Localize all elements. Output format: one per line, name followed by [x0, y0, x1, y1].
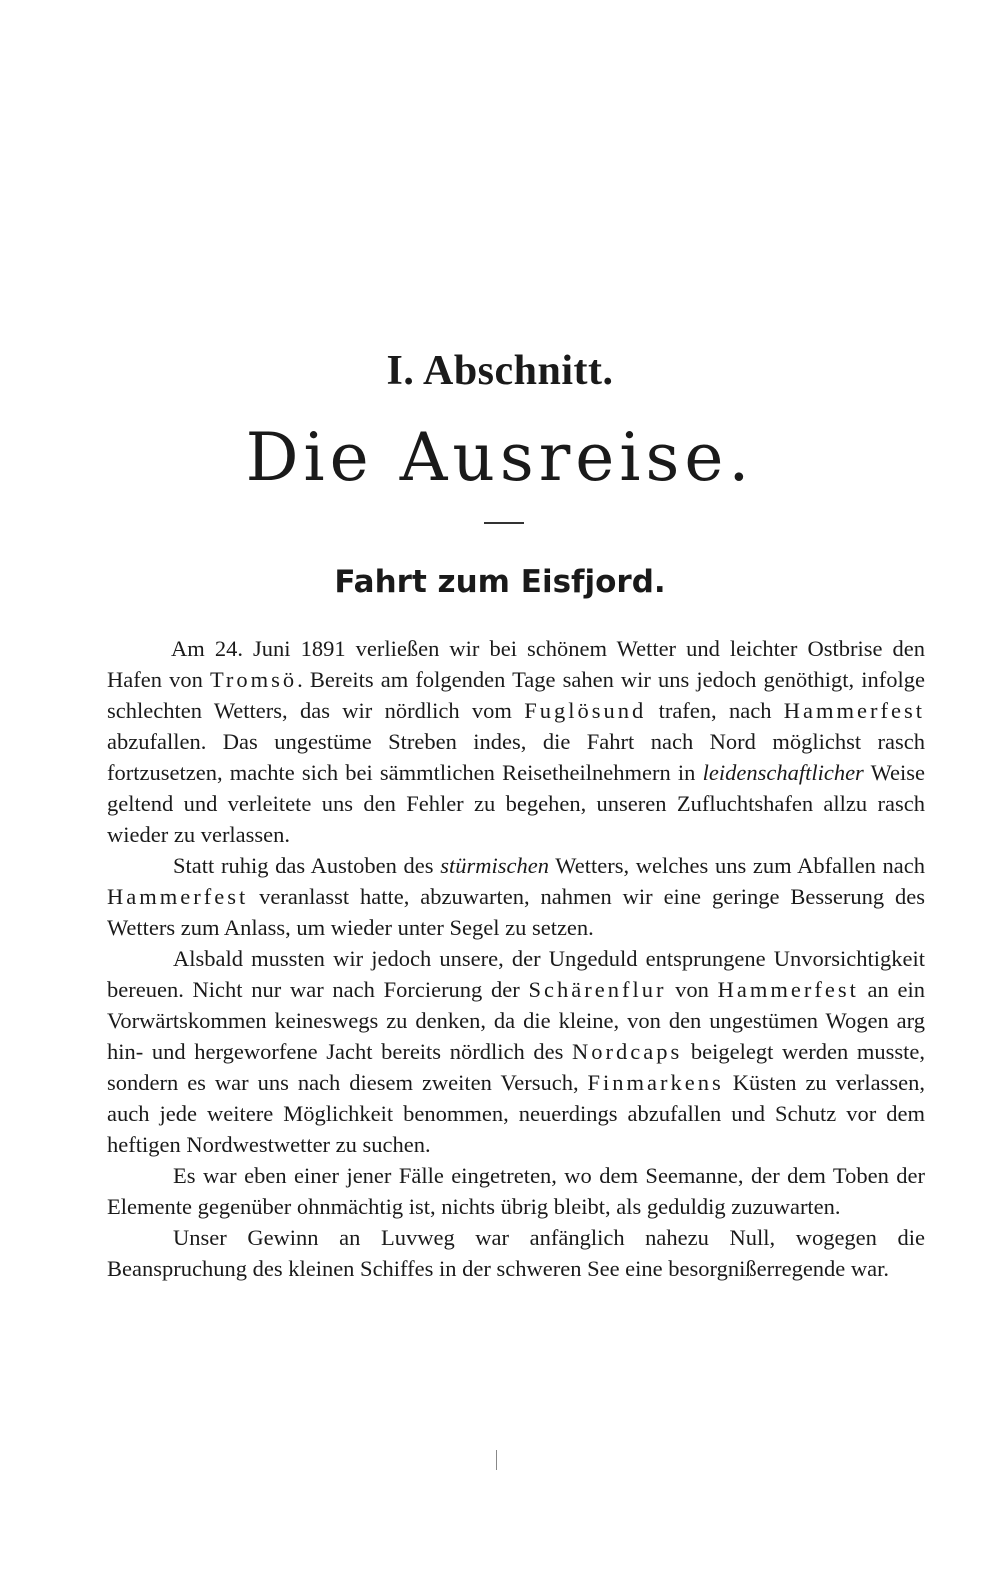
- section-heading: I. Abschnitt.: [386, 348, 614, 394]
- page-mark: [496, 1450, 497, 1470]
- italic-word: leidenschaftlicher: [702, 760, 864, 785]
- paragraph-3: Alsbald mussten wir jedoch unsere, der Ungeduld entsprungene Unvorsichtigkeit bereuen. Nicht nur war nach Forcierung der Schärenflur von Hammerfest an ein Vorwärtskommen keineswegs zu denken, da die kleine, von den ungestümen Wogen arg hin- und hergeworfene Jacht bereits nördlich des Nordcaps beigelegt werden musste, sondern es war uns nach diesem zweiten Versuch, Finmarkens Küsten zu verlassen, auch jede weitere Möglichkeit benommen, neuerdings abzufallen und Schutz vor dem heftigen Nordwestwetter zu suchen.: [107, 946, 926, 1157]
- italic-word: stürmischen: [440, 853, 549, 878]
- place-name: Hammerfest: [107, 884, 249, 909]
- body-text: [107, 633, 925, 1284]
- place-name: Hammerfest: [717, 977, 859, 1002]
- paragraph-5: Unser Gewinn an Luvweg war anfänglich nahezu Null, wogegen die Beanspruchung des kleinen Schiffes in der schweren See eine besorgnißerregende war.: [107, 1225, 925, 1281]
- title-rule: [484, 522, 524, 524]
- place-name: Schärenflur: [528, 977, 667, 1002]
- subheading: Fahrt zum Eisfjord.: [334, 564, 666, 600]
- paragraph-4: Es war eben einer jener Fälle eingetreten, wo dem Seemanne, der dem Toben der Elemente gegenüber ohnmächtig ist, nichts übrig bleibt, als geduldig zuzuwarten.: [107, 1163, 925, 1219]
- place-name: Nordcaps: [572, 1039, 683, 1064]
- paragraph-2: Statt ruhig das Austoben des stürmischen Wetters, welches uns zum Abfallen nach Hammerfest veranlasst hatte, abzuwarten, nahmen wir eine geringe Besserung des Wetters zum Anlass, um wieder unter Segel zu setzen.: [107, 853, 925, 940]
- place-name: Fuglösund: [524, 698, 647, 723]
- chapter-title: Die Ausreise.: [245, 419, 755, 496]
- place-name: Tromsö: [209, 667, 298, 692]
- place-name: Finmarkens: [587, 1070, 724, 1095]
- paragraph-1: Am 24. Juni 1891 verließen wir bei schönem Wetter und leichter Ostbrise den Hafen von Tromsö. Bereits am folgenden Tage sahen wir uns jedoch genöthigt, infolge schlechten Wetters, das wir nördlich vom Fuglösund trafen, nach Hammerfest abzufallen. Das ungestüme Streben indes, die Fahrt nach Nord möglichst rasch fortzusetzen, machte sich bei sämmtlichen Reisetheilnehmern in leidenschaftlicher Weise geltend und verleitete uns den Fehler zu begehen, unseren Zufluchtshafen allzu rasch wieder zu verlassen.: [107, 636, 925, 847]
- place-name: Hammerfest: [783, 698, 925, 723]
